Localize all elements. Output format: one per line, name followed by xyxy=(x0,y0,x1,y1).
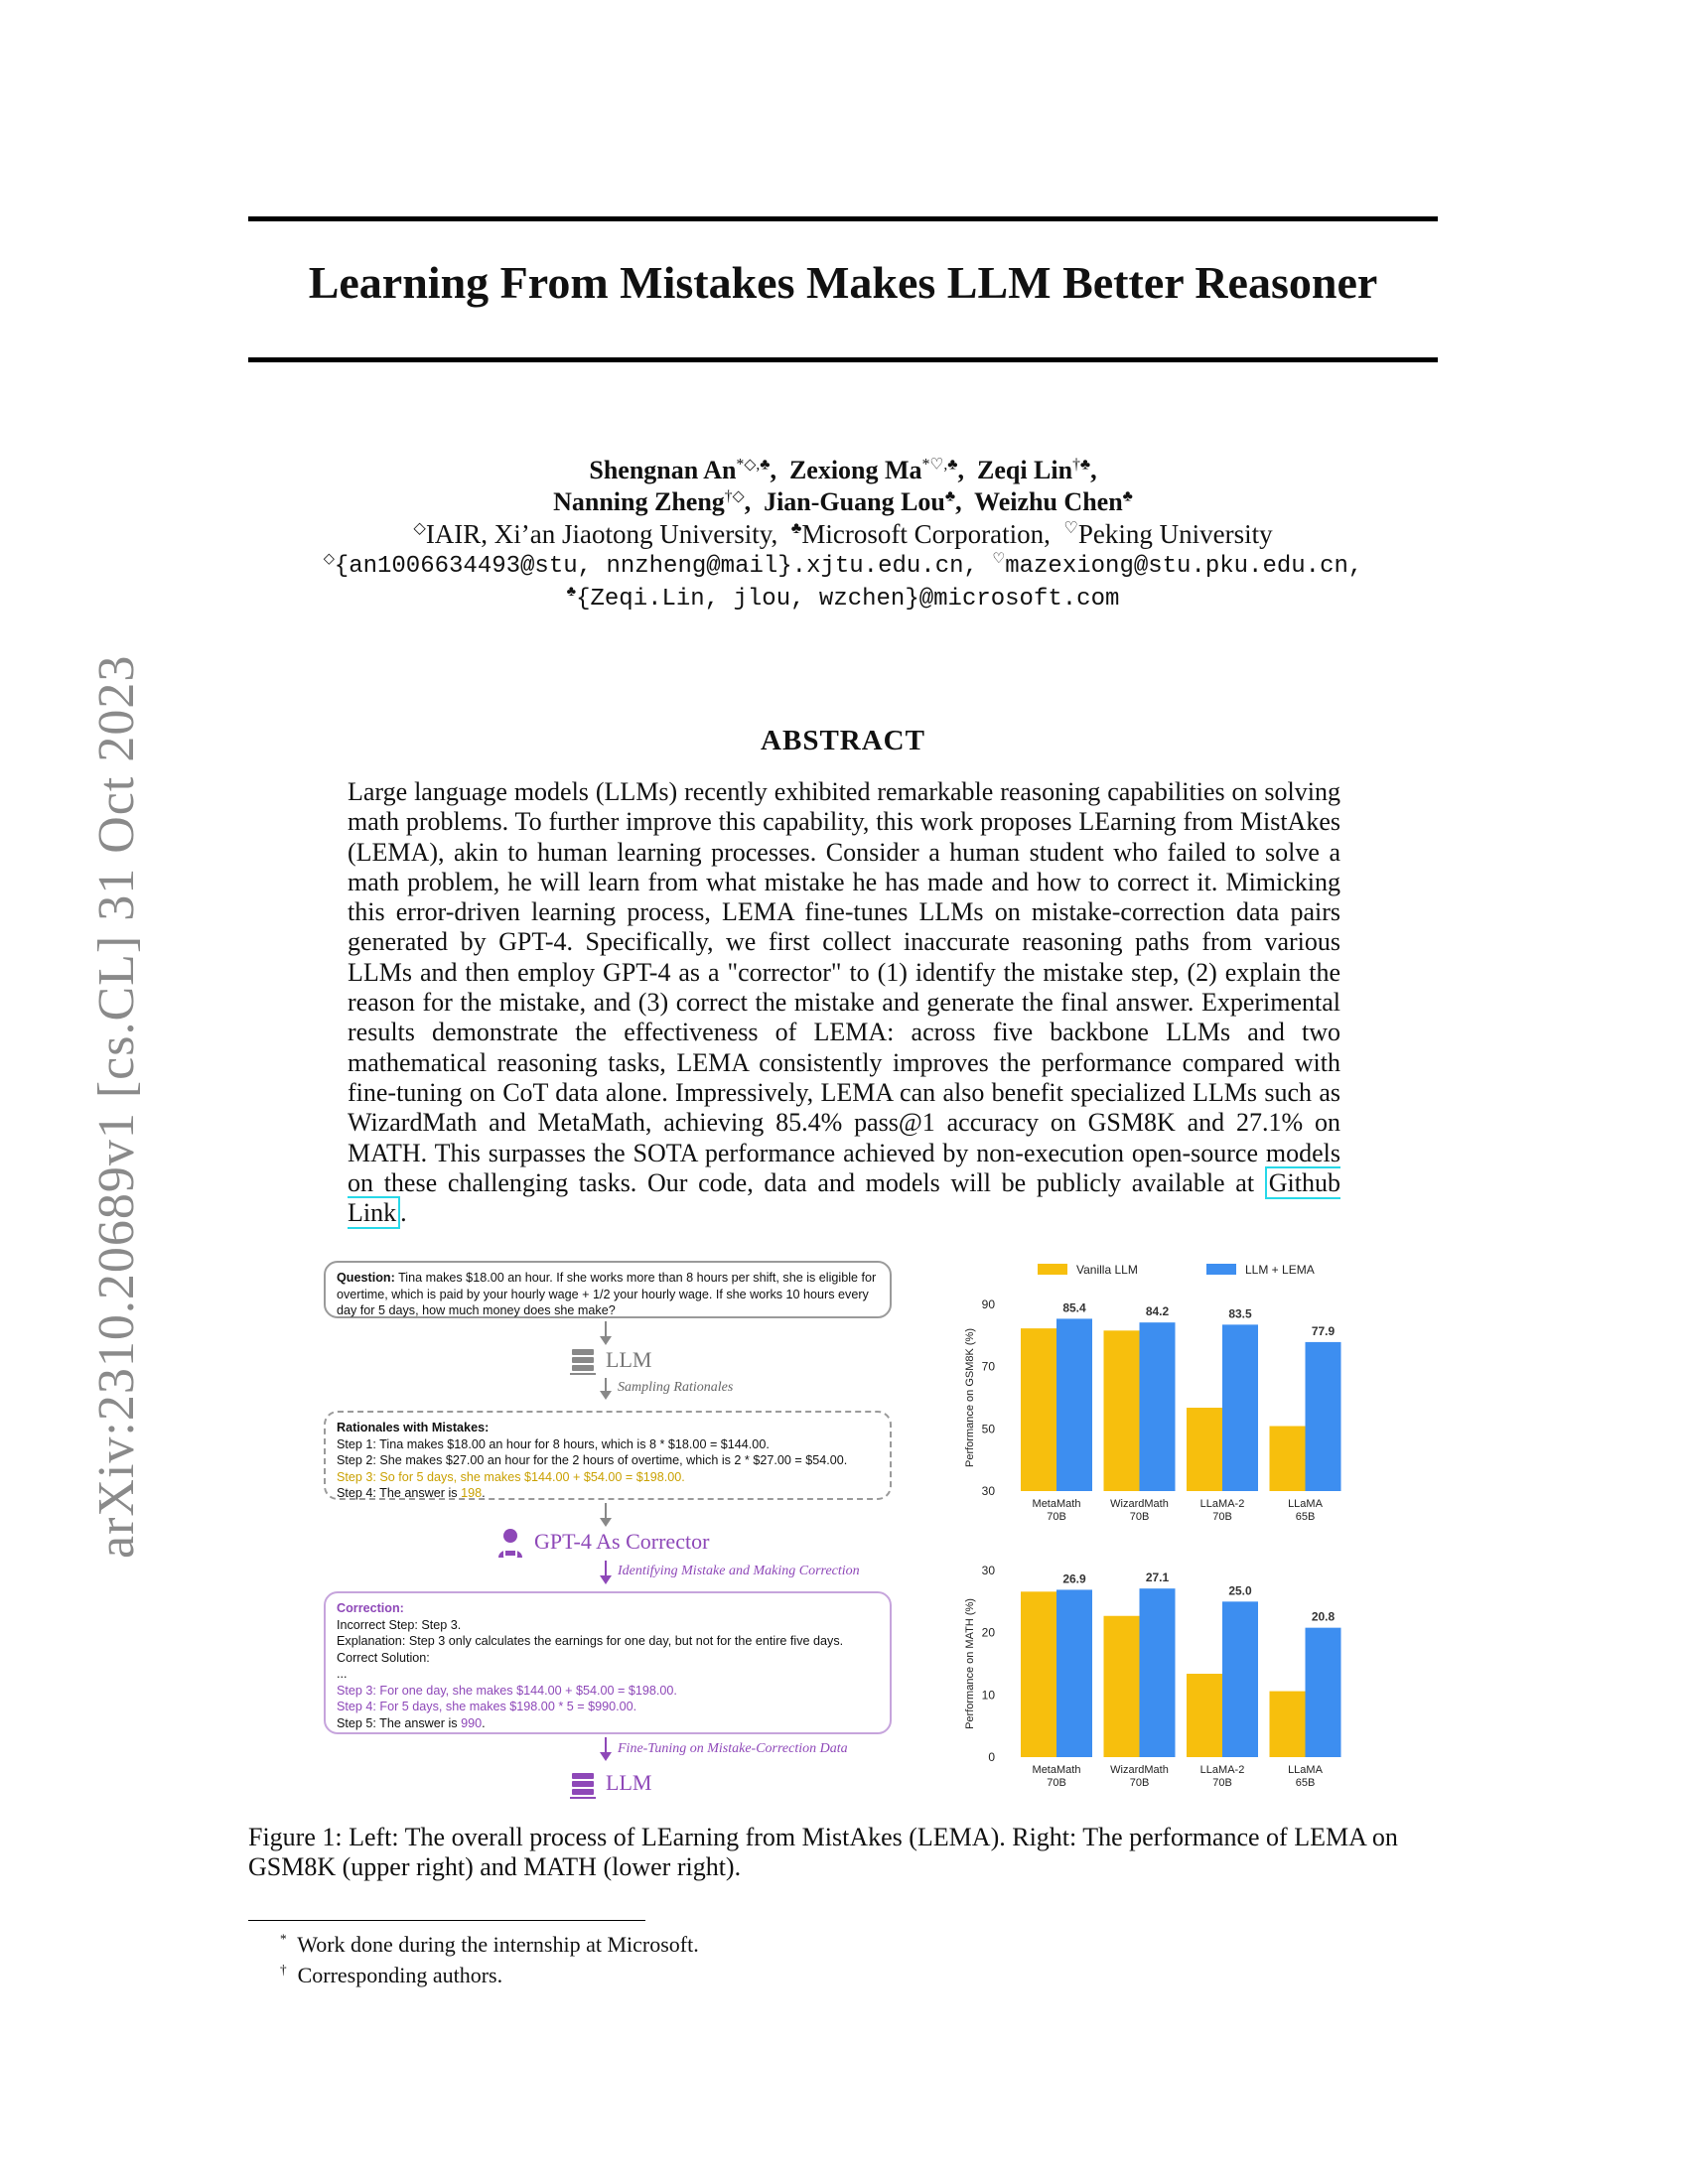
author-marks: ♣ xyxy=(1122,487,1133,505)
finetune-label: Fine-Tuning on Mistake-Correction Data xyxy=(618,1741,848,1756)
corrector-person-icon xyxy=(496,1527,524,1559)
legend-label-vanilla: Vanilla LLM xyxy=(1076,1263,1138,1277)
author-marks: *◇,♣ xyxy=(736,456,771,474)
bar-lema xyxy=(1222,1601,1258,1757)
llm-finetuned-label: LLM xyxy=(606,1770,652,1795)
y-tick-label: 90 xyxy=(981,1297,995,1311)
author-name: Jian-Guang Lou xyxy=(764,487,945,516)
rationale-step: Step 1: Tina makes $18.00 an hour for 8 hours, which is 8 * $18.00 = $144.00. xyxy=(337,1436,770,1451)
affiliation: Peking University xyxy=(1077,519,1273,549)
bar-lema xyxy=(1056,1589,1092,1757)
question-label: Question: xyxy=(337,1271,395,1285)
x-tick-label: 70B xyxy=(1047,1511,1066,1523)
x-tick-label: WizardMath xyxy=(1110,1764,1169,1776)
y-tick-label: 50 xyxy=(981,1422,995,1436)
rationale-step-mistake: Step 3: So for 5 days, she makes $144.00 + $54.00 = $198.00. xyxy=(337,1469,685,1484)
server-icon xyxy=(570,1772,596,1800)
y-axis-label: Performance on GSM8K (%) xyxy=(964,1328,976,1467)
footnote-2 xyxy=(280,1963,502,1988)
x-tick-label: MetaMath xyxy=(1032,1498,1081,1510)
affiliation-mark: ♣ xyxy=(790,519,802,537)
data-label: 26.9 xyxy=(1062,1571,1086,1586)
x-tick-label: LLaMA xyxy=(1288,1498,1323,1510)
bar-vanilla xyxy=(1021,1591,1056,1757)
bar-vanilla xyxy=(1187,1408,1222,1491)
data-label: 83.5 xyxy=(1228,1306,1252,1321)
bar-vanilla xyxy=(1270,1692,1306,1757)
email-mark: ♣ xyxy=(566,584,577,600)
legend-swatch-vanilla xyxy=(1038,1264,1067,1275)
rationale-wrong-answer: 198 xyxy=(461,1486,483,1500)
title-bottom-rule xyxy=(248,357,1438,362)
arxiv-identifier: arXiv:2310.20689v1 [cs.CL] 31 Oct 2023 xyxy=(88,654,145,1559)
footnote-mark: † xyxy=(280,1962,287,1978)
bar-vanilla xyxy=(1104,1330,1140,1491)
x-tick-label: 70B xyxy=(1212,1511,1232,1523)
abstract-text: Large language models (LLMs) recently exhibited remarkable reasoning capabilities on solving math problems. To further improve this capability, this work proposes LEarning from MistAkes (LEMA), akin to human learning processes. Consider a human student who failed to solve a math problem, he will learn from what mistake he has made and how to correct it. Mimicking this error-driven learning process, LEMA fine-tunes LLMs on mistake-correction data pairs generated by GPT-4. Specifically, we first collect inaccurate reasoning paths from various LLMs and then employ GPT-4 as a "corrector" to (1) identify the mistake step, (2) explain the reason for the mistake, and (3) correct the mistake and generate the final answer. Experimental results demonstrate the effectiveness of LEMA: across five backbone LLMs and two mathematical reasoning tasks, LEMA consistently improves the performance compared with fine-tuning on CoT data alone. Impressively, LEMA can also benefit specialized LLMs such as WizardMath and MetaMath, achieving 85.4% pass@1 accuracy on GSM8K and 27.1% on MATH. This surpasses the SOTA performance achieved by non-execution open-source models on these challenging tasks. Our code, data and models will be publicly available at xyxy=(348,777,1340,1197)
author-name: Zeqi Lin xyxy=(976,456,1073,484)
bar-lema xyxy=(1222,1324,1258,1491)
y-tick-label: 10 xyxy=(981,1688,995,1703)
identify-label: Identifying Mistake and Making Correction xyxy=(618,1564,860,1578)
x-tick-label: 70B xyxy=(1129,1511,1150,1523)
email-mark: ♡ xyxy=(992,551,1006,567)
question-text: Tina makes $18.00 an hour. If she works more than 8 hours per shift, she is eligible for overtime, which is paid by your hourly wage + 1/2 your hourly wage. If she works 10 hours every day for 5 days, how much money does she make? xyxy=(337,1271,877,1317)
y-tick-label: 30 xyxy=(981,1484,995,1498)
footnote-1 xyxy=(280,1932,699,1958)
footnote-rule xyxy=(248,1920,645,1921)
corrected-step: Step 3: For one day, she makes $144.00 + $54.00 = $198.00. xyxy=(337,1683,677,1698)
server-icon xyxy=(570,1348,596,1376)
corrector-label: GPT-4 As Corrector xyxy=(534,1529,710,1554)
bar-lema xyxy=(1140,1322,1176,1491)
legend-label-lema: LLM + LEMA xyxy=(1245,1263,1315,1277)
data-label: 25.0 xyxy=(1228,1583,1252,1598)
explanation: Explanation: Step 3 only calculates the earnings for one day, but not for the entire five days. xyxy=(337,1634,844,1648)
affiliation-mark: ♡ xyxy=(1063,519,1078,537)
email-line-1 xyxy=(248,551,1438,583)
y-tick-label: 30 xyxy=(981,1564,995,1577)
affiliation: IAIR, Xi’an Jiaotong University, xyxy=(425,519,778,549)
email-line-2 xyxy=(248,584,1438,615)
affiliations xyxy=(248,518,1438,550)
legend-swatch-lema xyxy=(1206,1264,1236,1275)
abstract-end: . xyxy=(400,1198,407,1228)
x-tick-label: LLaMA-2 xyxy=(1199,1498,1245,1510)
corrected-step-end: . xyxy=(482,1715,486,1730)
data-label: 20.8 xyxy=(1311,1609,1336,1624)
arrow-down xyxy=(605,1378,607,1398)
github-link[interactable]: Github Link xyxy=(348,1167,1340,1228)
performance-charts xyxy=(953,1251,1370,1817)
x-tick-label: 70B xyxy=(1047,1777,1066,1789)
affiliation-mark: ◇ xyxy=(413,519,426,537)
bar-vanilla xyxy=(1021,1328,1056,1491)
rationales-box xyxy=(324,1411,892,1500)
email-addresses: mazexiong@stu.pku.edu.cn, xyxy=(1005,553,1363,580)
email-addresses: {an1006634493@stu, nnzheng@mail}.xjtu.edu.cn, xyxy=(334,553,978,580)
author-marks: *♡,♣ xyxy=(921,456,958,474)
bar-lema xyxy=(1306,1342,1341,1491)
email-addresses: {Zeqi.Lin, jlou, wzchen}@microsoft.com xyxy=(576,586,1120,613)
arrow-down xyxy=(605,1737,607,1759)
rationale-step: Step 2: She makes $27.00 an hour for the 2 hours of overtime, which is 2 * $27.00 = $54.00. xyxy=(337,1453,848,1467)
author-name: Nanning Zheng xyxy=(553,487,725,516)
author-name: Zexiong Ma xyxy=(788,456,922,484)
llm-label: LLM xyxy=(606,1347,652,1372)
bar-vanilla xyxy=(1104,1616,1140,1757)
correction-box xyxy=(324,1591,892,1734)
corrected-step: Step 4: For 5 days, she makes $198.00 * 5 = $990.00. xyxy=(337,1700,637,1713)
paper-title: Learning From Mistakes Makes LLM Better Reasoner xyxy=(308,257,1378,308)
email-mark: ◇ xyxy=(323,551,335,567)
arrow-down xyxy=(605,1503,607,1525)
correction-label: Correction: xyxy=(337,1601,404,1615)
x-tick-label: 65B xyxy=(1295,1777,1316,1789)
x-tick-label: MetaMath xyxy=(1032,1764,1081,1776)
data-label: 77.9 xyxy=(1311,1323,1336,1338)
y-tick-label: 0 xyxy=(988,1750,995,1764)
x-tick-label: 70B xyxy=(1129,1777,1150,1789)
x-tick-label: WizardMath xyxy=(1110,1498,1169,1510)
y-tick-label: 70 xyxy=(981,1359,995,1374)
footnote-mark: * xyxy=(280,1931,287,1947)
bar-lema xyxy=(1056,1318,1092,1491)
incorrect-step: Incorrect Step: Step 3. xyxy=(337,1617,462,1632)
x-tick-label: 65B xyxy=(1295,1511,1316,1523)
data-label: 84.2 xyxy=(1145,1304,1170,1319)
bar-lema xyxy=(1140,1588,1176,1757)
ellipsis: ... xyxy=(337,1667,348,1681)
x-tick-label: 70B xyxy=(1212,1777,1232,1789)
corrected-answer: 990 xyxy=(461,1715,483,1730)
arrow-down xyxy=(605,1561,607,1582)
figure-caption: Figure 1: Left: The overall process of LEarning from MistAkes (LEMA). Right: The performance of LEMA on GSM8K (upper right) and MATH (lower right). xyxy=(248,1823,1398,1881)
footnote-text: Work done during the internship at Microsoft. xyxy=(297,1932,699,1957)
correct-solution-label: Correct Solution: xyxy=(337,1650,430,1665)
corrected-step-prefix: Step 5: The answer is xyxy=(337,1715,462,1730)
abstract-heading: ABSTRACT xyxy=(761,725,925,756)
bar-vanilla xyxy=(1270,1427,1306,1491)
author-name: Weizhu Chen xyxy=(974,487,1123,516)
author-line-2: Nanning Zheng†◇, Jian-Guang Lou♣, Weizhu Chen♣ xyxy=(553,487,1133,516)
x-tick-label: LLaMA xyxy=(1288,1764,1323,1776)
title-top-rule xyxy=(248,216,1438,221)
data-label: 85.4 xyxy=(1062,1300,1086,1315)
author-marks: †◇ xyxy=(724,487,745,505)
rationale-step-end: . xyxy=(482,1486,486,1500)
rationale-step-prefix: Step 4: The answer is xyxy=(337,1486,462,1500)
sampling-label: Sampling Rationales xyxy=(618,1380,734,1395)
y-tick-label: 20 xyxy=(981,1625,995,1640)
abstract-body xyxy=(348,777,1340,1228)
rationales-label: Rationales with Mistakes: xyxy=(337,1421,490,1434)
footnote-text: Corresponding authors. xyxy=(297,1963,503,1987)
author-name: Shengnan An xyxy=(589,456,737,484)
affiliation: Microsoft Corporation, xyxy=(801,519,1051,549)
arrow-down xyxy=(605,1321,607,1343)
question-box xyxy=(324,1261,892,1318)
author-marks: ♣ xyxy=(944,487,956,505)
bar-lema xyxy=(1306,1628,1341,1757)
bar-vanilla xyxy=(1187,1674,1222,1757)
author-marks: †♣ xyxy=(1072,456,1091,474)
x-tick-label: LLaMA-2 xyxy=(1199,1764,1245,1776)
y-axis-label: Performance on MATH (%) xyxy=(964,1598,976,1729)
data-label: 27.1 xyxy=(1145,1570,1170,1585)
author-line-1: Shengnan An*◇,♣, Zexiong Ma*♡,♣, Zeqi Lin†♣, xyxy=(589,456,1097,484)
